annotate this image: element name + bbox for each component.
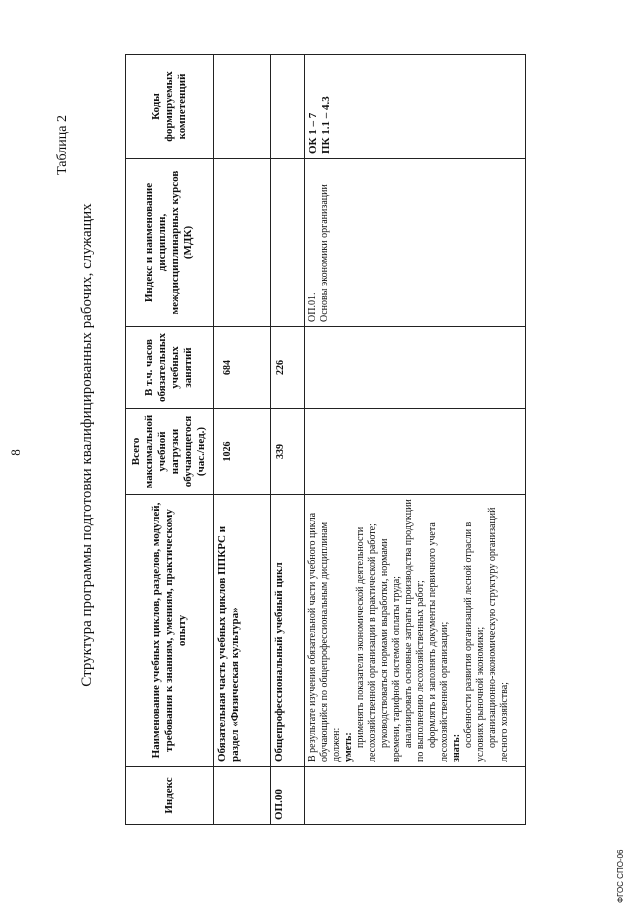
op01-discipline <box>304 159 525 327</box>
discipline-code: ОП.01. <box>306 292 318 322</box>
cell-empty <box>304 327 525 409</box>
competencies-professional: ПК 1.1 – 4.3 <box>319 96 332 154</box>
skill-item: применять показатели экономической деятельности лесохозяйственной организации в практической работе; <box>354 523 378 762</box>
header-competencies: Коды формируемых компетенций <box>126 55 214 159</box>
cell-empty <box>213 159 270 327</box>
op01-requirements <box>304 495 525 767</box>
skills-heading: уметь: <box>342 732 354 762</box>
op-mandatory-hours: 226 <box>270 327 304 409</box>
compulsory-name: Обязательная часть учебных циклов ППКРС и раздел «Физическая культура» <box>213 495 270 767</box>
header-mandatory-hours: В т.ч. часов обязательных учебных занятий <box>126 327 214 409</box>
header-name: Наименование учебных циклов, разделов, модулей, требования к знаниям, умениям, практическому опыту <box>126 495 214 767</box>
header-discipline-index: Индекс и наименование дисциплин, междисциплинарных курсов (МДК) <box>126 159 214 327</box>
discipline-name: Основы экономики организации <box>318 184 330 322</box>
page-title: Структура программы подготовки квалифицированных рабочих, служащих <box>79 203 95 687</box>
competencies-general: ОК 1 – 7 <box>306 112 319 154</box>
skill-item: оформлять и заполнять документы первичного учета лесохозяйственной организации; <box>426 522 450 762</box>
table-row-op <box>270 55 304 825</box>
header-max-load: Всего максимальной учебной нагрузки обучающегося (час./нед.) <box>126 409 214 495</box>
table-row-compulsory <box>213 55 270 825</box>
op-max-load: 339 <box>270 409 304 495</box>
cell-empty <box>304 409 525 495</box>
cell-empty <box>304 767 525 825</box>
page-number: 8 <box>8 449 23 456</box>
compulsory-max-load: 1026 <box>213 409 270 495</box>
op-name: Общепрофессиональный учебный цикл <box>270 495 304 767</box>
knowledge-heading: знать: <box>450 733 462 762</box>
program-structure-table <box>125 54 526 825</box>
cell-empty <box>270 159 304 327</box>
cell-empty <box>270 55 304 159</box>
table-row-op01 <box>304 55 525 825</box>
cell-empty <box>213 55 270 159</box>
skill-item: руководствоваться нормами выработки, нормами времени, тарифной системой оплаты труда; <box>378 538 402 762</box>
header-index: Индекс <box>126 767 214 825</box>
knowledge-item: организационно-экономическую структуру организаций лесного хозяйства; <box>486 507 510 762</box>
knowledge-item: особенности развития организаций лесной отрасли в условиях рыночной экономики; <box>462 521 486 762</box>
table-caption: Таблица 2 <box>55 115 70 175</box>
cell-empty <box>213 767 270 825</box>
table-header-row <box>126 55 214 825</box>
compulsory-mandatory-hours: 684 <box>213 327 270 409</box>
op01-competencies <box>304 55 525 159</box>
op-index: ОП.00 <box>270 767 304 825</box>
footer-code: ФГОС СПО-06 <box>616 849 625 903</box>
skill-item: анализировать основные затраты производства продукции по выполнению лесохозяйственных работ; <box>402 499 426 762</box>
requirements-intro: В результате изучения обязательной части учебного цикла обучающийся по общепрофессиональным дисциплинам должен: <box>306 512 342 762</box>
